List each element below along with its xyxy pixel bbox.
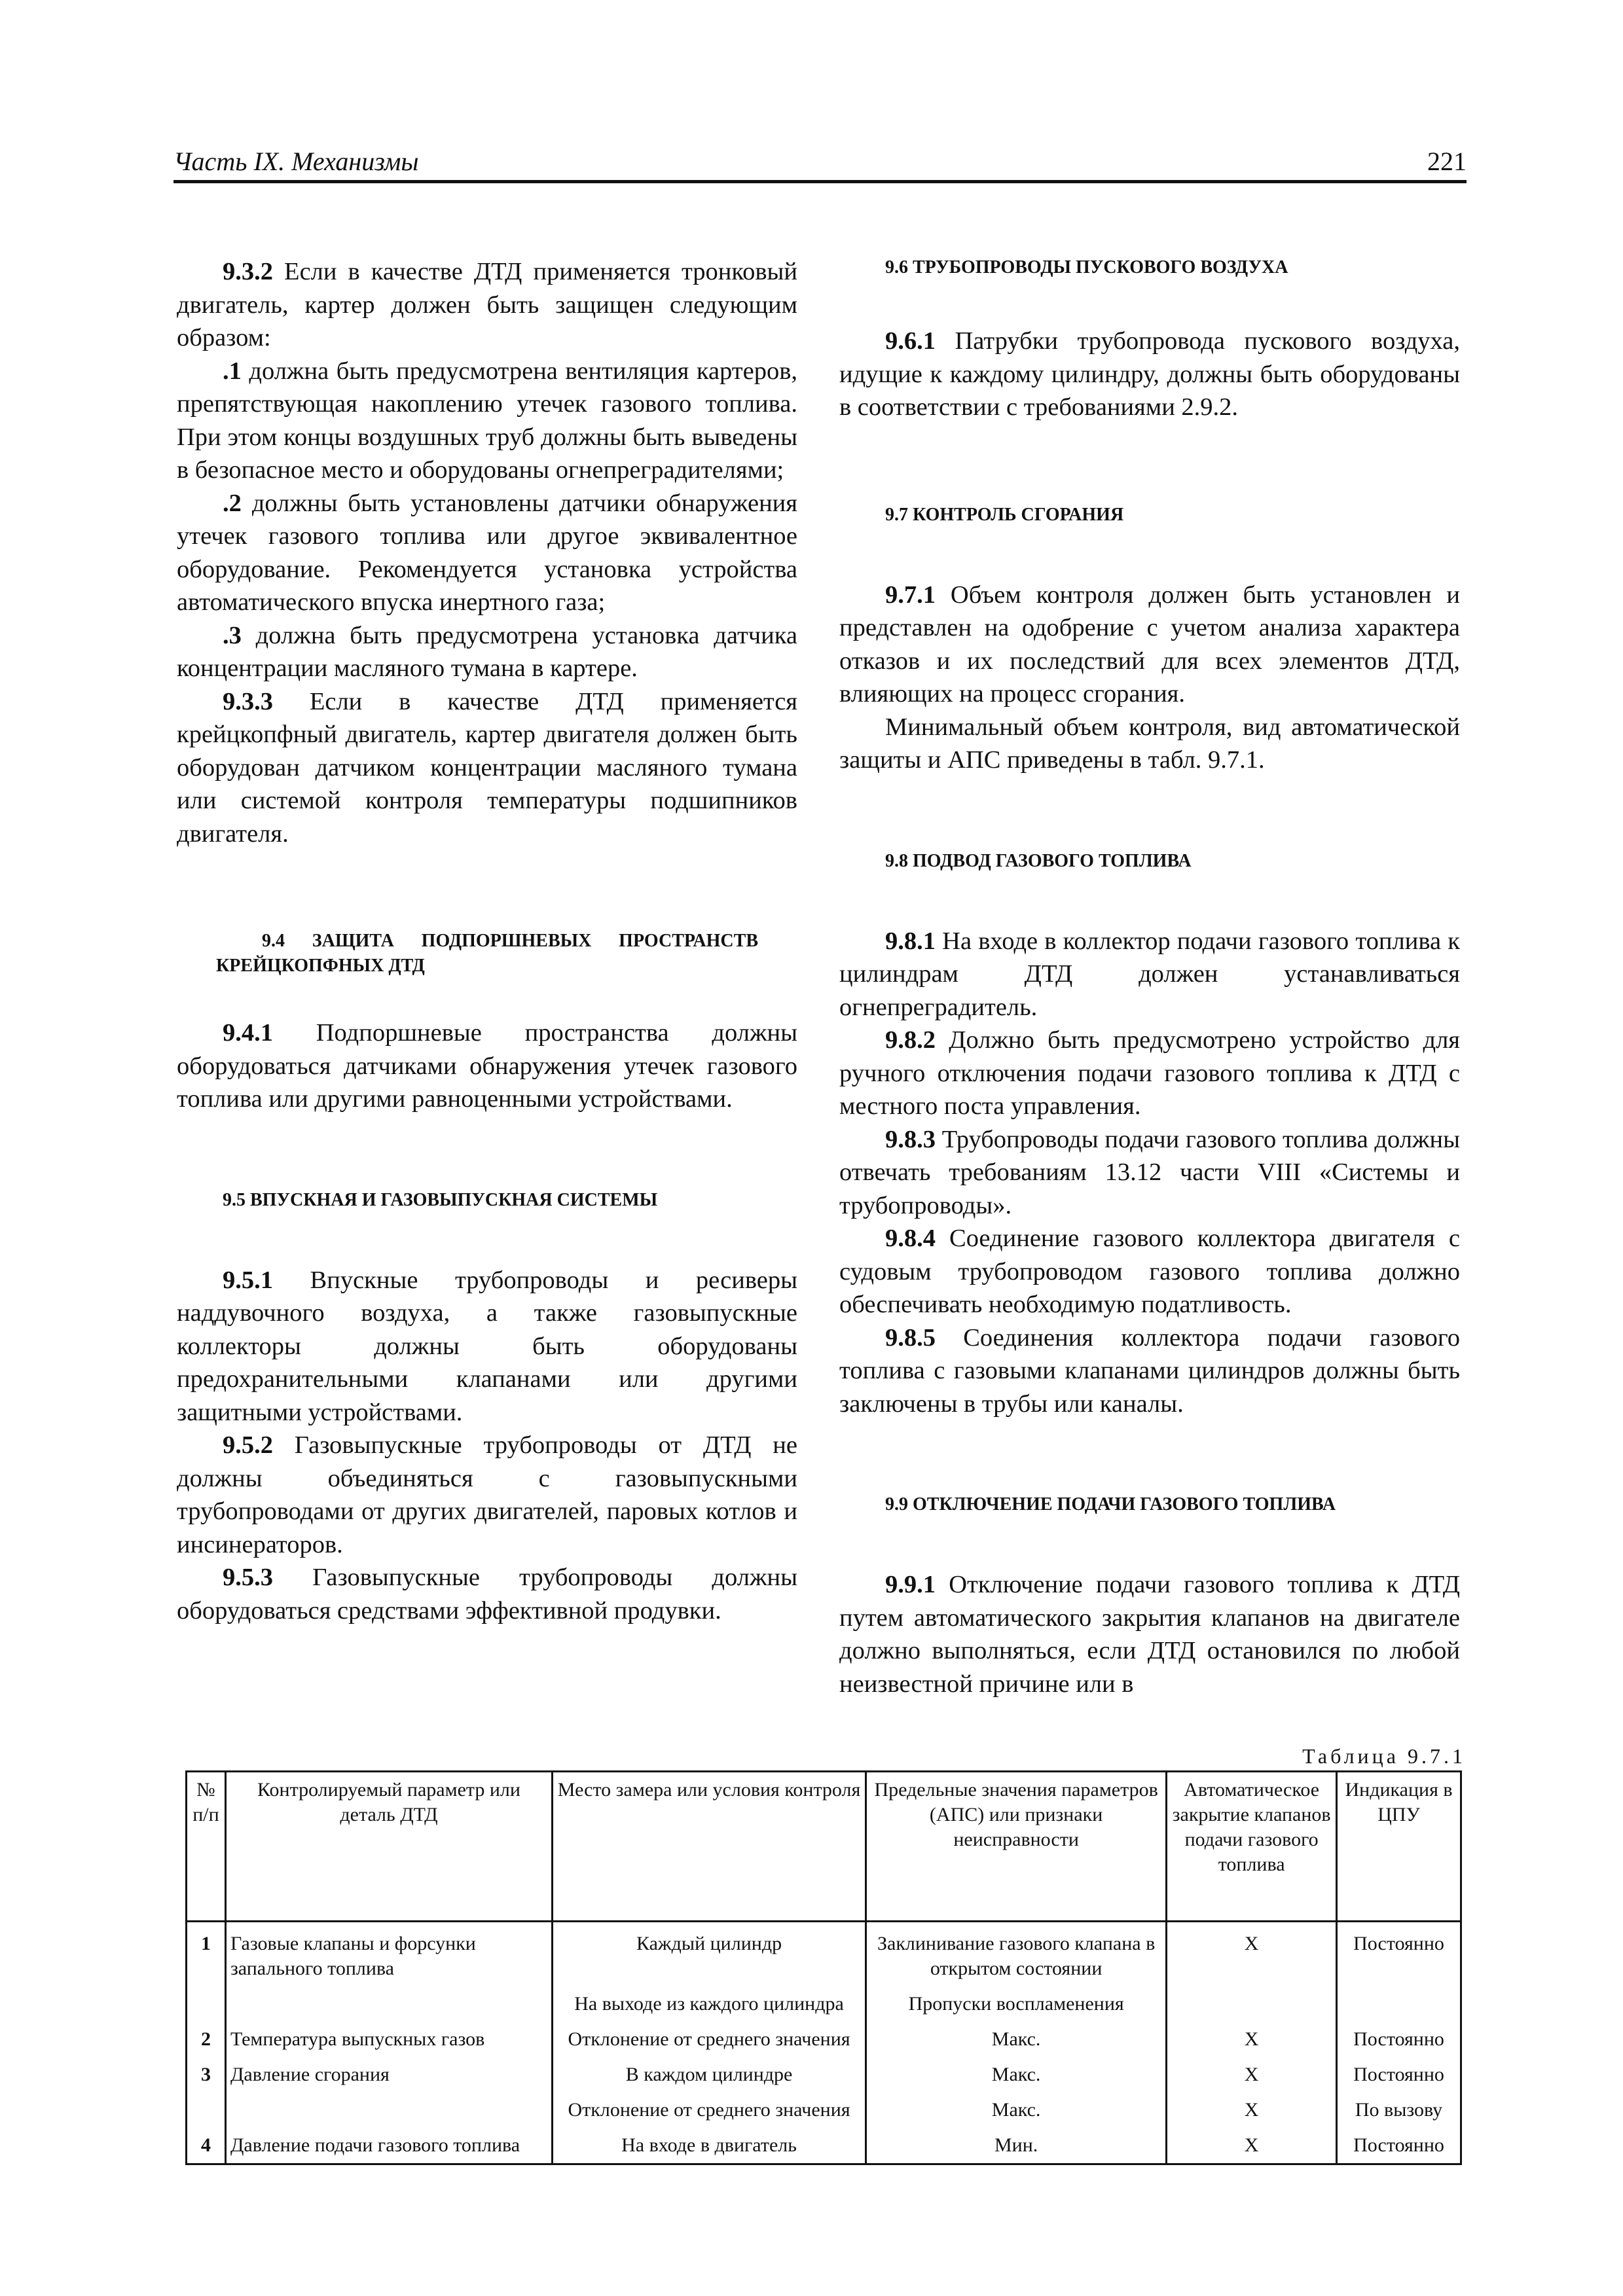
para-9-5-2: 9.5.2 Газовыпускные трубопроводы от ДТД не должны объединяться с газовыпускными трубопроводами от других двигателей, паровых котлов и инсинераторов. xyxy=(177,1431,797,1558)
para-9-8-1: 9.8.1 На входе в коллектор подачи газового топлива к цилиндрам ДТД должен устанавливаться огнепреградитель. xyxy=(839,927,1460,1021)
header-limit: Предельные значения параметров (АПС) или признаки неисправности xyxy=(866,1772,1167,1922)
para-9-3-2-1: .1 должна быть предусмотрена вентиляция картеров, препятствующая накоплению утечек газового топлива. При этом концы воздушных труб должны быть выведены в безопасное место и оборудованы огнепреградителями; xyxy=(177,357,797,484)
para-9-8-3: 9.8.3 Трубопроводы подачи газового топлива должны отвечать требованиям 13.12 части VIII «Системы и трубопроводы». xyxy=(839,1125,1460,1219)
section-heading-9-7: 9.7 КОНТРОЛЬ СГОРАНИЯ xyxy=(885,504,1124,525)
para-9-4-1: 9.4.1 Подпоршневые пространства должны оборудоваться датчиками обнаружения утечек газового топлива или другими равноценными устройствами. xyxy=(177,1019,797,1113)
section-heading-9-6: 9.6 ТРУБОПРОВОДЫ ПУСКОВОГО ВОЗДУХА xyxy=(885,257,1288,278)
table-caption: Таблица 9.7.1 xyxy=(1302,1744,1466,1768)
section-heading-9-4: 9.4 ЗАЩИТА ПОДПОРШНЕВЫХ ПРОСТРАНСТВ КРЕЙЦКОПФНЫХ ДТД xyxy=(216,931,758,976)
table-row: 1 Газовые клапаны и форсунки запального топлива Каждый цилиндр Заклинивание газового клапана в открытом состоянии X Постоянно xyxy=(187,1922,1461,1987)
control-table xyxy=(185,1770,1462,2165)
table-row: 4 Давление подачи газового топлива На входе в двигатель Мин. X Постоянно xyxy=(187,2128,1461,2164)
table-row: 3 Давление сгорания В каждом цилиндре Макс. X Постоянно xyxy=(187,2057,1461,2092)
section-heading-9-9: 9.9 ОТКЛЮЧЕНИЕ ПОДАЧИ ГАЗОВОГО ТОПЛИВА xyxy=(885,1494,1336,1515)
para-9-6-1: 9.6.1 Патрубки трубопровода пускового воздуха, идущие к каждому цилиндру, должны быть оборудованы в соответствии с требованиями 2.9.2. xyxy=(839,327,1460,421)
para-9-3-2: 9.3.2 Если в качестве ДТД применяется тронковый двигатель, картер должен быть защищен следующим образом: xyxy=(177,258,797,351)
para-9-5-1: 9.5.1 Впускные трубопроводы и ресиверы наддувочного воздуха, а также газовыпускные коллекторы должны быть оборудованы предохранительными клапанами или другими защитными устройствами. xyxy=(177,1266,797,1426)
header-number: № п/п xyxy=(187,1772,226,1922)
table-row: 2 Температура выпускных газов Отклонение от среднего значения Макс. X Постоянно xyxy=(187,2022,1461,2057)
para-9-8-2: 9.8.2 Должно быть предусмотрено устройство для ручного отключения подачи газового топлива к ДТД с местного поста управления. xyxy=(839,1026,1460,1120)
header-indication: Индикация в ЦПУ xyxy=(1337,1772,1461,1922)
para-9-8-4: 9.8.4 Соединение газового коллектора двигателя с судовым трубопроводом газового топлива должно обеспечивать необходимую податливость. xyxy=(839,1225,1460,1318)
section-heading-9-5: 9.5 ВПУСКНАЯ И ГАЗОВЫПУСКНАЯ СИСТЕМЫ xyxy=(223,1189,658,1210)
section-heading-9-8: 9.8 ПОДВОД ГАЗОВОГО ТОПЛИВА xyxy=(885,850,1192,871)
table-row: На выходе из каждого цилиндра Пропуски воспламенения xyxy=(187,1986,1461,2022)
para-9-7-1-b: Минимальный объем контроля, вид автоматической защиты и АПС приведены в табл. 9.7.1. xyxy=(839,713,1460,774)
para-9-7-1: 9.7.1 Объем контроля должен быть установлен и представлен на одобрение с учетом анализа характера отказов и их последствий для всех элементов ДТД, влияющих на процесс сгорания. xyxy=(839,581,1460,708)
table-row: Отклонение от среднего значения Макс. X По вызову xyxy=(187,2092,1461,2128)
header-auto-close: Автоматическое закрытие клапанов подачи газового топлива xyxy=(1167,1772,1337,1922)
para-9-3-2-3: .3 должна быть предусмотрена установка датчика концентрации масляного тумана в картере. xyxy=(177,621,797,682)
page-header xyxy=(173,141,1467,183)
para-9-3-2-2: .2 должны быть установлены датчики обнаружения утечек газового топлива или другое эквивалентное оборудование. Рекомендуется установка устройства автоматического впуска инертного газа; xyxy=(177,489,797,616)
left-column xyxy=(177,255,797,1627)
para-9-9-1: 9.9.1 Отключение подачи газового топлива к ДТД путем автоматического закрытия клапанов на двигателе должно выполняться, если ДТД остановился по любой неизвестной причине или в xyxy=(839,1571,1460,1698)
para-9-5-3: 9.5.3 Газовыпускные трубопроводы должны оборудоваться средствами эффективной продувки. xyxy=(177,1564,797,1624)
table-header-row xyxy=(187,1772,1461,1922)
header-place: Место замера или условия контроля xyxy=(553,1772,866,1922)
header-parameter: Контролируемый параметр или деталь ДТД xyxy=(225,1772,552,1922)
running-title: Часть IX. Механизмы xyxy=(173,147,419,176)
page-number: 221 xyxy=(1427,147,1467,176)
para-9-8-5: 9.8.5 Соединения коллектора подачи газового топлива с газовыми клапанами цилиндров должны быть заключены в трубы или каналы. xyxy=(839,1323,1460,1418)
para-9-3-3: 9.3.3 Если в качестве ДТД применяется крейцкопфный двигатель, картер двигателя должен быть оборудован датчиком концентрации масляного тумана или системой контроля температуры подшипников двигателя. xyxy=(177,687,797,848)
right-column xyxy=(839,255,1460,1700)
